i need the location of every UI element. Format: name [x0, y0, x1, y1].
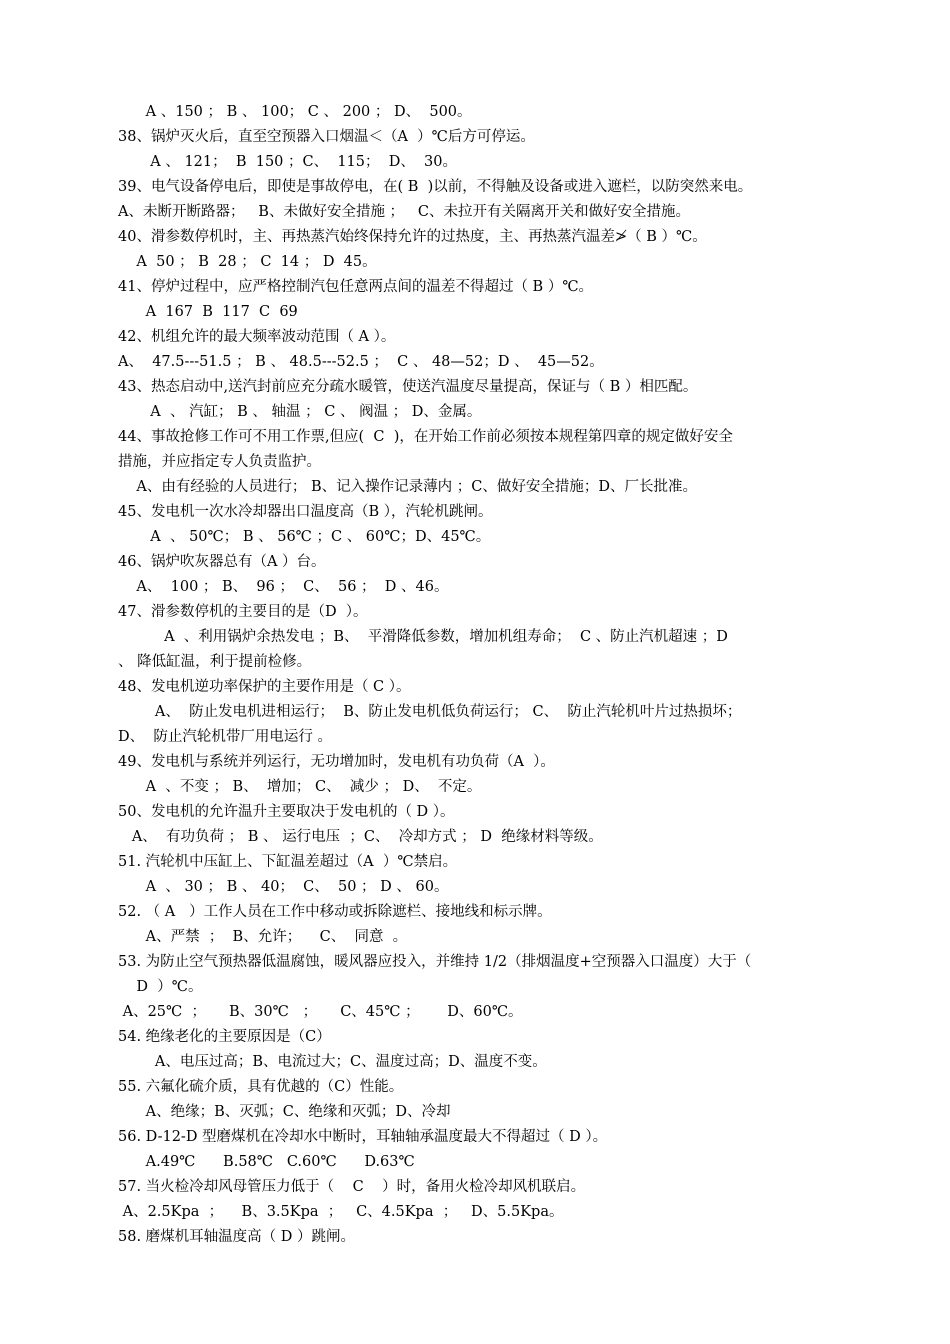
text-line: 46、锅炉吹灰器总有（A ）台。	[118, 554, 326, 570]
text-line: 41、停炉过程中，应严格控制汽包任意两点间的温差不得超过（ B ）℃。	[118, 279, 594, 295]
text-line: A、 有功负荷 ； B 、 运行电压 ；C、 冷却方式 ； D 绝缘材料等级。	[118, 829, 603, 845]
text-line: A、 47.5---51.5 ； B 、 48.5---52.5 ； C 、 48—52；D 、 45—52。	[118, 354, 604, 370]
text-line: 52. （ A ）工作人员在工作中移动或拆除遮栏、接地线和标示牌。	[118, 904, 552, 920]
text-line: 50、发电机的允许温升主要取决于发电机的（ D ）。	[118, 804, 455, 820]
text-line: A 、不变 ； B、 增加； C、 减少 ； D、 不定。	[118, 779, 482, 795]
text-line: 47、滑参数停机的主要目的是（D ）。	[118, 604, 368, 620]
text-line: A 、 50℃； B 、 56℃ ；C 、 60℃；D、45℃。	[118, 529, 491, 545]
text-line: A、由有经验的人员进行； B、记入操作记录薄内 ；C、做好安全措施；D、厂长批准。	[118, 479, 697, 495]
text-line: A.49℃ B.58℃ C.60℃ D.63℃	[118, 1154, 415, 1170]
text-line: D ）℃。	[118, 979, 203, 995]
text-line: A、电压过高；B、电流过大；C、温度过高；D、温度不变。	[118, 1054, 547, 1070]
text-line: A 、 121； B 150 ；C、 115； D、 30。	[118, 154, 458, 170]
text-line: 40、滑参数停机时，主、再热蒸汽始终保持允许的过热度，主、再热蒸汽温差≯（ B ）℃。	[118, 229, 707, 245]
text-line: 、 降低缸温，利于提前检修。	[118, 654, 312, 670]
text-line: A 、 30 ； B 、 40； C、 50 ； D 、 60。	[118, 879, 449, 895]
text-line: 48、发电机逆功率保护的主要作用是（ C ）。	[118, 679, 411, 695]
text-line: A 、 汽缸； B 、 轴温 ； C 、 阀温 ； D、金属。	[118, 404, 482, 420]
text-line: 39、电气设备停电后，即使是事故停电，在( B )以前，不得触及设备或进入遮栏，以防突然来电。	[118, 179, 753, 195]
text-line: 43、热态启动中,送汽封前应充分疏水暖管，使送汽温度尽量提高，保证与（ B ）相匹配。	[118, 379, 698, 395]
text-line: 56. D-12-D 型磨煤机在冷却水中断时，耳轴轴承温度最大不得超过（ D ）。	[118, 1129, 608, 1145]
text-line: A、未断开断路器； B、未做好安全措施 ； C、未拉开有关隔离开关和做好安全措施。	[118, 204, 690, 220]
text-line: D、 防止汽轮机带厂用电运行 。	[118, 729, 332, 745]
text-line: A、 100 ； B、 96 ； C、 56 ； D 、46。	[118, 579, 449, 595]
text-line: 措施，并应指定专人负责监护。	[118, 454, 321, 470]
text-line: 45、发电机一次水冷却器出口温度高（B ），汽轮机跳闸。	[118, 504, 493, 520]
text-line: 51. 汽轮机中压缸上、下缸温差超过（A ）℃禁启。	[118, 854, 458, 870]
text-line: A 、150 ； B 、 100； C 、 200 ； D、 500。	[118, 104, 472, 120]
text-line: A、25℃ ； B、30℃ ； C、45℃ ； D、60℃。	[118, 1004, 523, 1020]
text-line: 55. 六氟化硫介质，具有优越的（C）性能。	[118, 1079, 404, 1095]
text-line: A 50 ； B 28 ； C 14 ； D 45。	[118, 254, 377, 270]
text-line: 53. 为防止空气预热器低温腐蚀，暖风器应投入，并维持 1/2（排烟温度+空预器入口温度）大于（	[118, 954, 752, 970]
text-line: 38、锅炉灭火后，直至空预器入口烟温＜（A ）℃后方可停运。	[118, 129, 535, 145]
text-line: A、 防止发电机进相运行； B、防止发电机低负荷运行； C、 防止汽轮机叶片过热损坏；	[118, 704, 742, 720]
text-line: 49、发电机与系统并列运行，无功增加时，发电机有功负荷（A ）。	[118, 754, 555, 770]
text-line: A 、利用锅炉余热发电 ；B、 平滑降低参数，增加机组寿命； C 、防止汽机超速 ；D	[118, 629, 728, 645]
text-line: 44、事故抢修工作可不用工作票,但应( C )，在开始工作前必须按本规程第四章的规定做好安全	[118, 429, 733, 445]
text-line: 57. 当火检冷却风母管压力低于（ C ）时，备用火检冷却风机联启。	[118, 1179, 586, 1195]
text-line: A 167 B 117 C 69	[118, 304, 298, 320]
text-line: 54. 绝缘老化的主要原因是（C）	[118, 1029, 331, 1045]
text-line: A、2.5Kpa ； B、3.5Kpa ； C、4.5Kpa ； D、5.5Kpa。	[118, 1204, 564, 1220]
text-line: 42、机组允许的最大频率波动范围（ A ）。	[118, 329, 396, 345]
text-line: A、严禁 ； B、允许； C、 同意 。	[118, 929, 408, 945]
text-line: A、绝缘；B、灭弧；C、绝缘和灭弧；D、冷却	[118, 1104, 451, 1120]
text-line: 58. 磨煤机耳轴温度高（ D ）跳闸。	[118, 1229, 356, 1245]
